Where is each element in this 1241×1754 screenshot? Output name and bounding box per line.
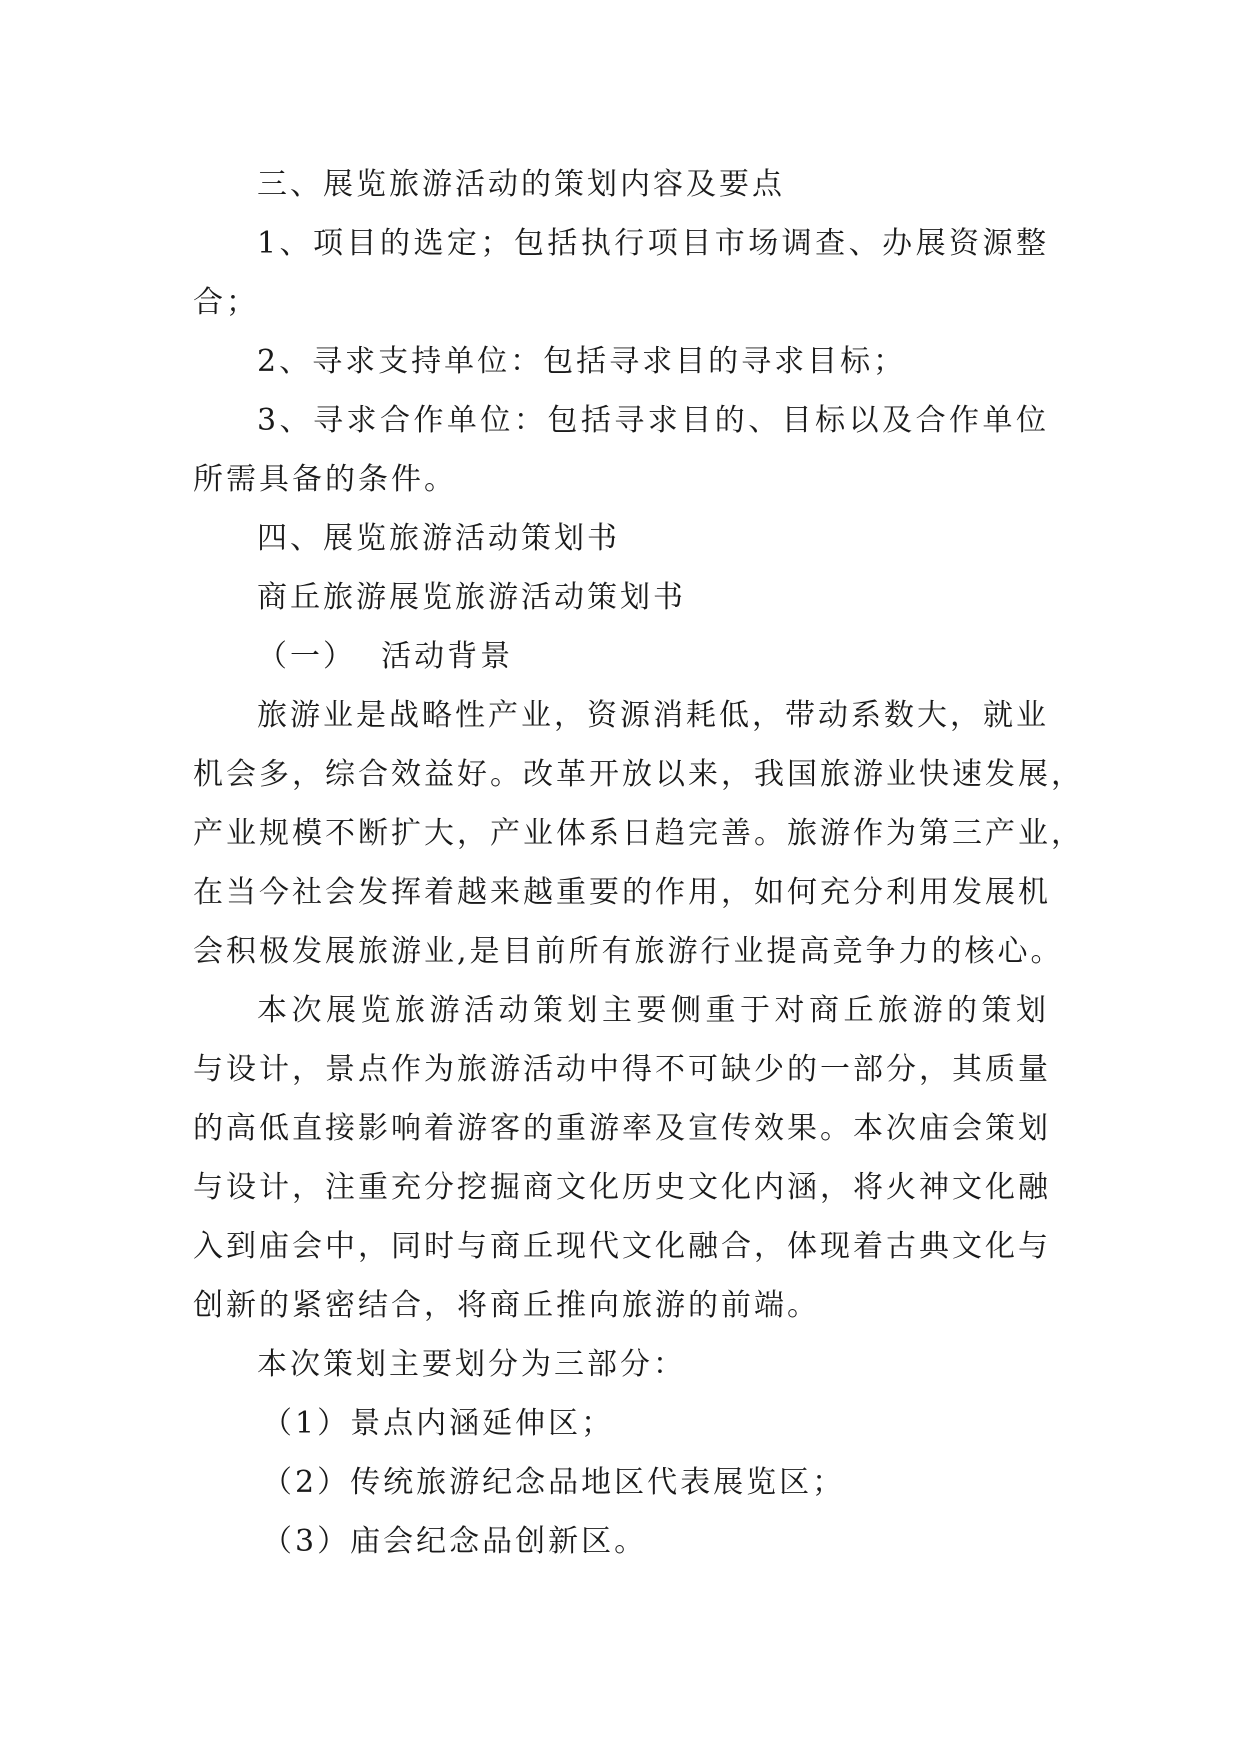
document-subtitle: 商丘旅游展览旅游活动策划书 <box>257 580 686 615</box>
list-item: （3）庙会纪念品创新区。 <box>262 1524 648 1559</box>
section-heading-three: 三、展览旅游活动的策划内容及要点 <box>257 167 785 202</box>
paragraph-line: 所需具备的条件。 <box>193 462 457 497</box>
paragraph-line: 1、项目的选定；包括执行项目市场调查、办展资源整 <box>257 226 1049 261</box>
paragraph-line: 创新的紧密结合，将商丘推向旅游的前端。 <box>193 1288 820 1323</box>
paragraph-line: 本次展览旅游活动策划主要侧重于对商丘旅游的策划 <box>257 993 1049 1028</box>
paragraph-line: 入到庙会中，同时与商丘现代文化融合，体现着古典文化与 <box>193 1229 1051 1264</box>
document-body <box>193 155 1084 1571</box>
list-item: （2）传统旅游纪念品地区代表展览区； <box>262 1465 846 1500</box>
paragraph-line: 在当今社会发挥着越来越重要的作用，如何充分利用发展机 <box>193 875 1051 910</box>
paragraph-line: 产业规模不断扩大，产业体系日趋完善。旅游作为第三产业， <box>193 816 1084 851</box>
list-item: （1）景点内涵延伸区； <box>262 1406 615 1441</box>
paragraph-line: 的高低直接影响着游客的重游率及宣传效果。本次庙会策划 <box>193 1111 1051 1146</box>
paragraph-line: 2、寻求支持单位：包括寻求目的寻求目标； <box>257 344 907 379</box>
paragraph-line: 会积极发展旅游业,是目前所有旅游行业提高竞争力的核心。 <box>193 934 1064 969</box>
paragraph-line: 合； <box>193 285 259 320</box>
paragraph-line: 本次策划主要划分为三部分： <box>257 1347 686 1382</box>
paragraph-line: 机会多，综合效益好。改革开放以来，我国旅游业快速发展， <box>193 757 1084 792</box>
subsection-heading: （一） 活动背景 <box>257 639 514 674</box>
paragraph-line: 3、寻求合作单位：包括寻求目的、目标以及合作单位 <box>257 403 1049 438</box>
paragraph-line: 与设计，注重充分挖掘商文化历史文化内涵，将火神文化融 <box>193 1170 1051 1205</box>
paragraph-line: 旅游业是战略性产业，资源消耗低，带动系数大，就业 <box>257 698 1049 733</box>
paragraph-line: 与设计，景点作为旅游活动中得不可缺少的一部分，其质量 <box>193 1052 1051 1087</box>
section-heading-four: 四、展览旅游活动策划书 <box>257 521 620 556</box>
